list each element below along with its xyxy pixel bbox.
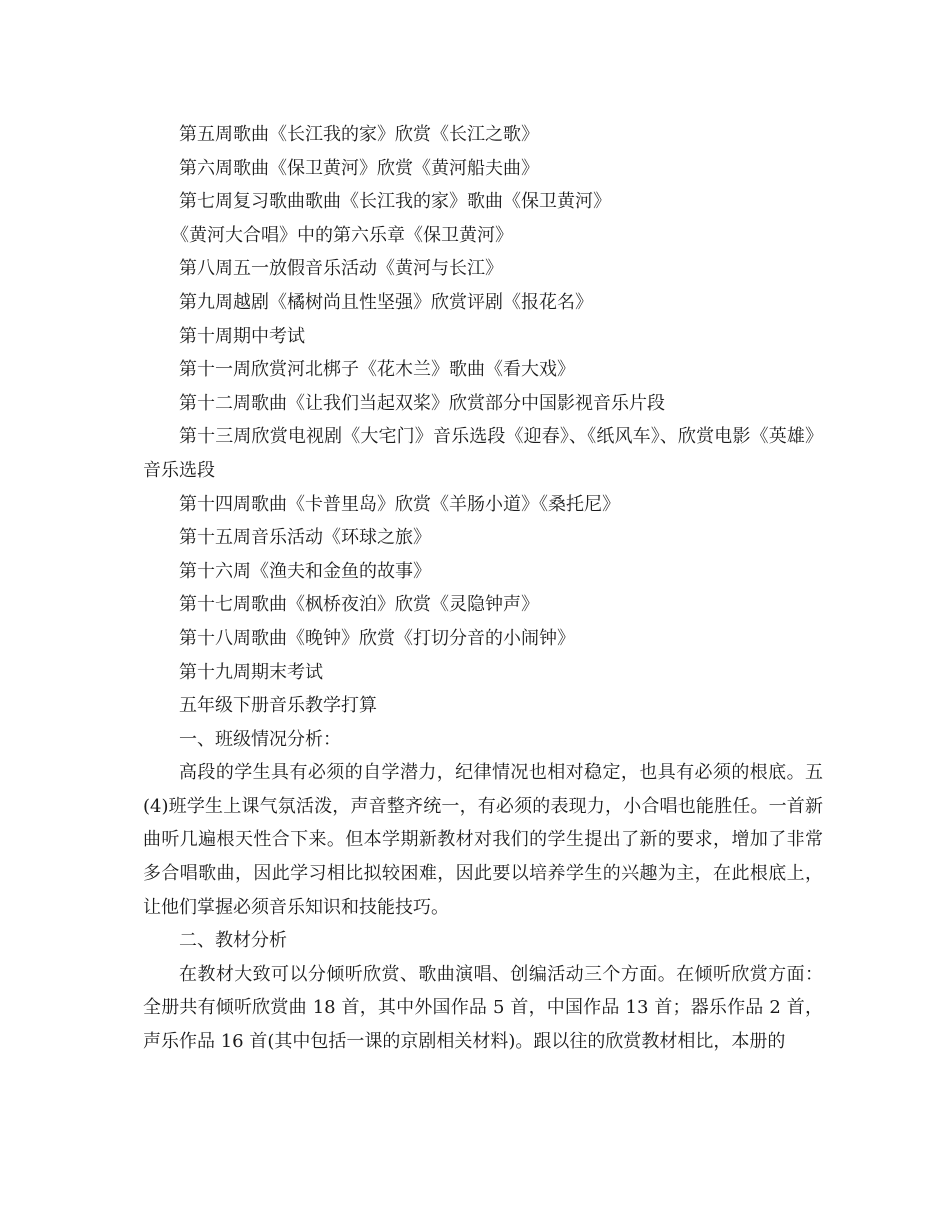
- paragraph-week-7: 第七周复习歌曲歌曲《长江我的家》歌曲《保卫黄河》: [179, 191, 611, 213]
- paragraph-week-12: 第十二周歌曲《让我们当起双桨》欣赏部分中国影视音乐片段: [179, 392, 665, 414]
- paragraph-week-8: 第八周五一放假音乐活动《黄河与长江》: [179, 258, 503, 280]
- paragraph-week-14: 第十四周歌曲《卡普里岛》欣赏《羊肠小道》《桑托尼》: [179, 493, 620, 515]
- paragraph-week-6: 第六周歌曲《保卫黄河》欣赏《黄河船夫曲》: [179, 157, 539, 179]
- paragraph-week-5: 第五周歌曲《长江我的家》欣赏《长江之歌》: [179, 124, 539, 145]
- paragraph-week-17: 第十七周歌曲《枫桥夜泊》欣赏《灵隐钟声》: [179, 594, 539, 616]
- paragraph-week-9: 第九周越剧《橘树尚且性坚强》欣赏评剧《报花名》: [179, 291, 593, 313]
- paragraph-textbook-analysis: 在教材大致可以分倾听欣赏、歌曲演唱、创编活动三个方面。在倾听欣赏方面：全册共有倾听欣赏曲 18 首，其中外国作品 5 首，中国作品 13 首；器乐作品 2 首，声乐作品 16 首(其中包括一课的京剧相关材料)。跟以往的欣赏教材相比，本册的: [143, 963, 823, 1053]
- paragraph-week-7-continued: 《黄河大合唱》中的第六乐章《保卫黄河》: [171, 224, 513, 246]
- paragraph-week-16: 第十六周《渔夫和金鱼的故事》: [179, 560, 431, 582]
- paragraph-class-analysis: 高段的学生具有必须的自学潜力，纪律情况也相对稳定，也具有必须的根底。五(4)班学生上课气氛活泼，声音整齐统一，有必须的表现力，小合唱也能胜任。一首新曲听几遍根天性合下来。但本学期新教材对我们的学生提出了新的要求，增加了非常多合唱歌曲，因此学习相比拟较困难，因此要以培养学生的兴趣为主，在此根底上，让他们掌握必须音乐知识和技能技巧。: [143, 762, 823, 918]
- paragraph-week-10: 第十周期中考试: [179, 325, 305, 347]
- heading-class-analysis: 一、班级情况分析：: [179, 728, 341, 750]
- section-title: 五年级下册音乐教学打算: [179, 695, 377, 717]
- paragraph-week-11: 第十一周欣赏河北梆子《花木兰》歌曲《看大戏》: [179, 359, 575, 381]
- paragraph-week-19: 第十九周期末考试: [179, 661, 323, 683]
- paragraph-week-13: 第十三周欣赏电视剧《大宅门》音乐选段《迎春》、《纸风车》、欣赏电影《英雄》音乐选段: [143, 426, 823, 481]
- heading-textbook-analysis: 二、教材分析: [179, 930, 287, 952]
- paragraph-week-15: 第十五周音乐活动《环球之旅》: [179, 527, 431, 549]
- document-body: [143, 118, 823, 1059]
- paragraph-week-18: 第十八周歌曲《晚钟》欣赏《打切分音的小闹钟》: [179, 627, 575, 649]
